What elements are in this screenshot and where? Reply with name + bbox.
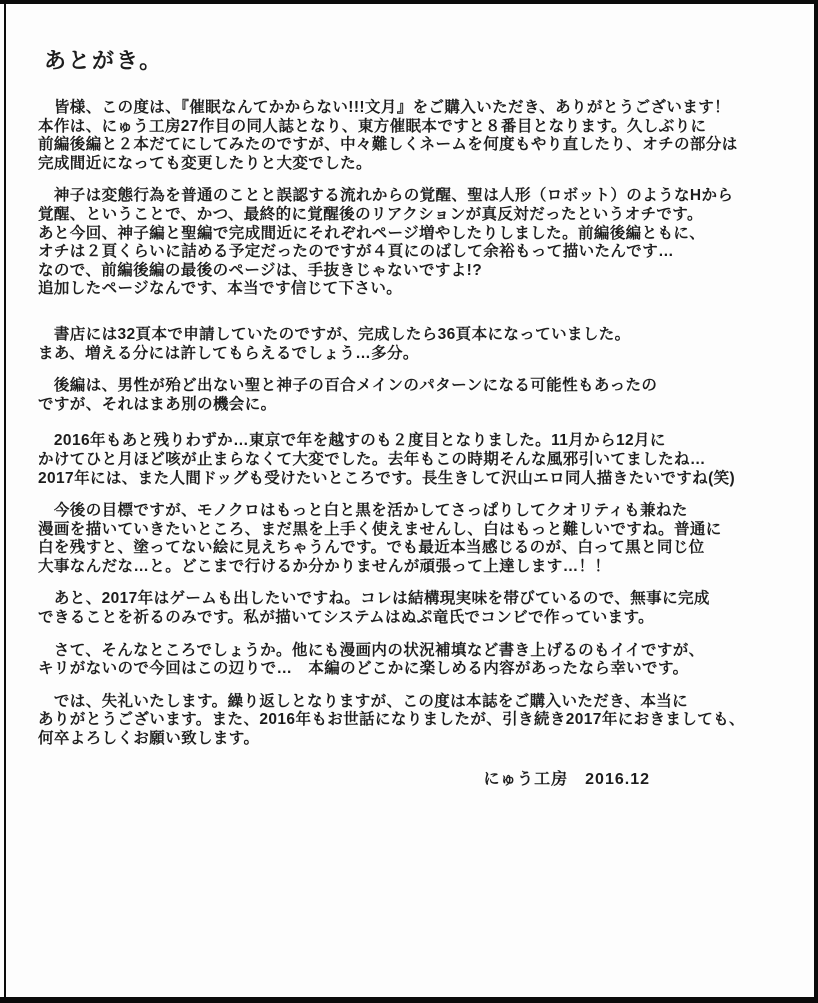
text-line: 前編後編と２本だてにしてみたのですが、中々難しくネームを何度もやり直したり、オチの部分は [38,136,738,154]
text-line: 神子は変態行為を普通のことと誤認する流れからの覚醒、聖は人形（ロボット）のようなHから [38,187,734,205]
text-line: できることを祈るのみです。私が描いてシステムはぬぷ竜氏でコンビで作っています。 [38,609,655,627]
text-line: 本作は、にゅう工房27作目の同人誌となり、東方催眠本ですと８番目となります。久しぶりに [38,117,707,135]
paragraph-future-goals [38,502,778,576]
text-line: 今後の目標ですが、モノクロはもっと白と黒を活かしてさっぱりしてクオリティも兼ねた [38,502,688,520]
scan-border-left [4,4,6,997]
text-line: 追加したページなんです、本当です信じて下さい。 [38,280,403,298]
text-line: 2016年もあと残りわずか…東京で年を越すのも２度目となりました。11月から12月に [38,432,666,450]
text-line: あと、2017年はゲームも出したいですね。コレは結構現実味を帯びているので、無事に完成 [38,590,710,608]
paragraph-game-plans [38,590,778,627]
text-line: 2017年には、また人間ドッグも受けたいところです。長生きして沢山エロ同人描きたいですね(笑) [38,469,736,487]
page-title: あとがき。 [44,48,164,73]
text-line: ありがとうございます。また、2016年もお世話になりましたが、引き続き2017年におきましても、 [38,711,745,729]
text-line: さて、そんなところでしょうか。他にも漫画内の状況補填など書き上げるのもイイですが、 [38,641,705,659]
text-line: かけてひと月ほど咳が止まらなくて大変でした。去年もこの時期そんな風邪引いてましたね… [38,450,706,468]
text-line: 皆様、この度は、『催眠なんてかからない!!!文月』をご購入いただき、ありがとうございます！ [38,99,731,116]
paragraph-page-count [38,326,778,363]
paragraph-wrap-up [38,642,778,679]
text-line: 白を残すと、塗ってない絵に見えちゃうんです。でも最近本当感じるのが、白って黒と同じ位 [38,539,705,557]
text-line: 何卒よろしくお願い致します。 [38,730,260,748]
text-line: 書店には32頁本で申請していたのですが、完成したら36頁本になっていました。 [38,325,631,343]
paragraph-story-notes [38,187,778,299]
text-line: まあ、増える分には許してもらえるでしょう…多分。 [38,344,419,362]
text-line: 漫画を描いていきたいところ、まだ黒を上手く使えませんし、白はもっと難しいですね。普通に [38,520,722,538]
page-content [0,4,814,789]
text-line: では、失礼いたします。繰り返しとなりますが、この度は本誌をご購入いただき、本当に [38,692,689,710]
text-line: なので、前編後編の最後のページは、手抜きじゃないですよ!? [38,261,483,279]
paragraph-farewell [38,693,778,749]
text-line: オチは２頁くらいに詰める予定だったのですが４頁にのばして余裕もって描いたんです… [38,243,675,261]
text-line: 覚醒、ということで、かつ、最終的に覚醒後のリアクションが真反対だったというオチです。 [38,205,703,223]
paragraph-year-end [38,432,778,488]
text-line: 大事なんだな…と。どこまで行けるか分かりませんが頑張って上達します…！！ [38,557,611,575]
paragraph-greeting [38,99,778,173]
text-line: あと今回、神子編と聖編で完成間近にそれぞれページ増やしたりしました。前編後編ともに、 [38,224,706,242]
text-line: 完成間近になっても変更したりと大変でした。 [38,154,372,172]
text-line: キリがないので今回はこの辺りで… 本編のどこかに楽しめる内容があったなら幸いです。 [38,660,689,678]
text-line: ですが、それはまあ別の機会に。 [38,395,277,413]
text-line: 後編は、男性が殆ど出ない聖と神子の百合メインのパターンになる可能性もあったの [38,377,658,395]
body-text [38,99,778,789]
signature: にゅう工房 2016.12 [483,770,650,788]
paragraph-alternate-plan [38,377,778,414]
